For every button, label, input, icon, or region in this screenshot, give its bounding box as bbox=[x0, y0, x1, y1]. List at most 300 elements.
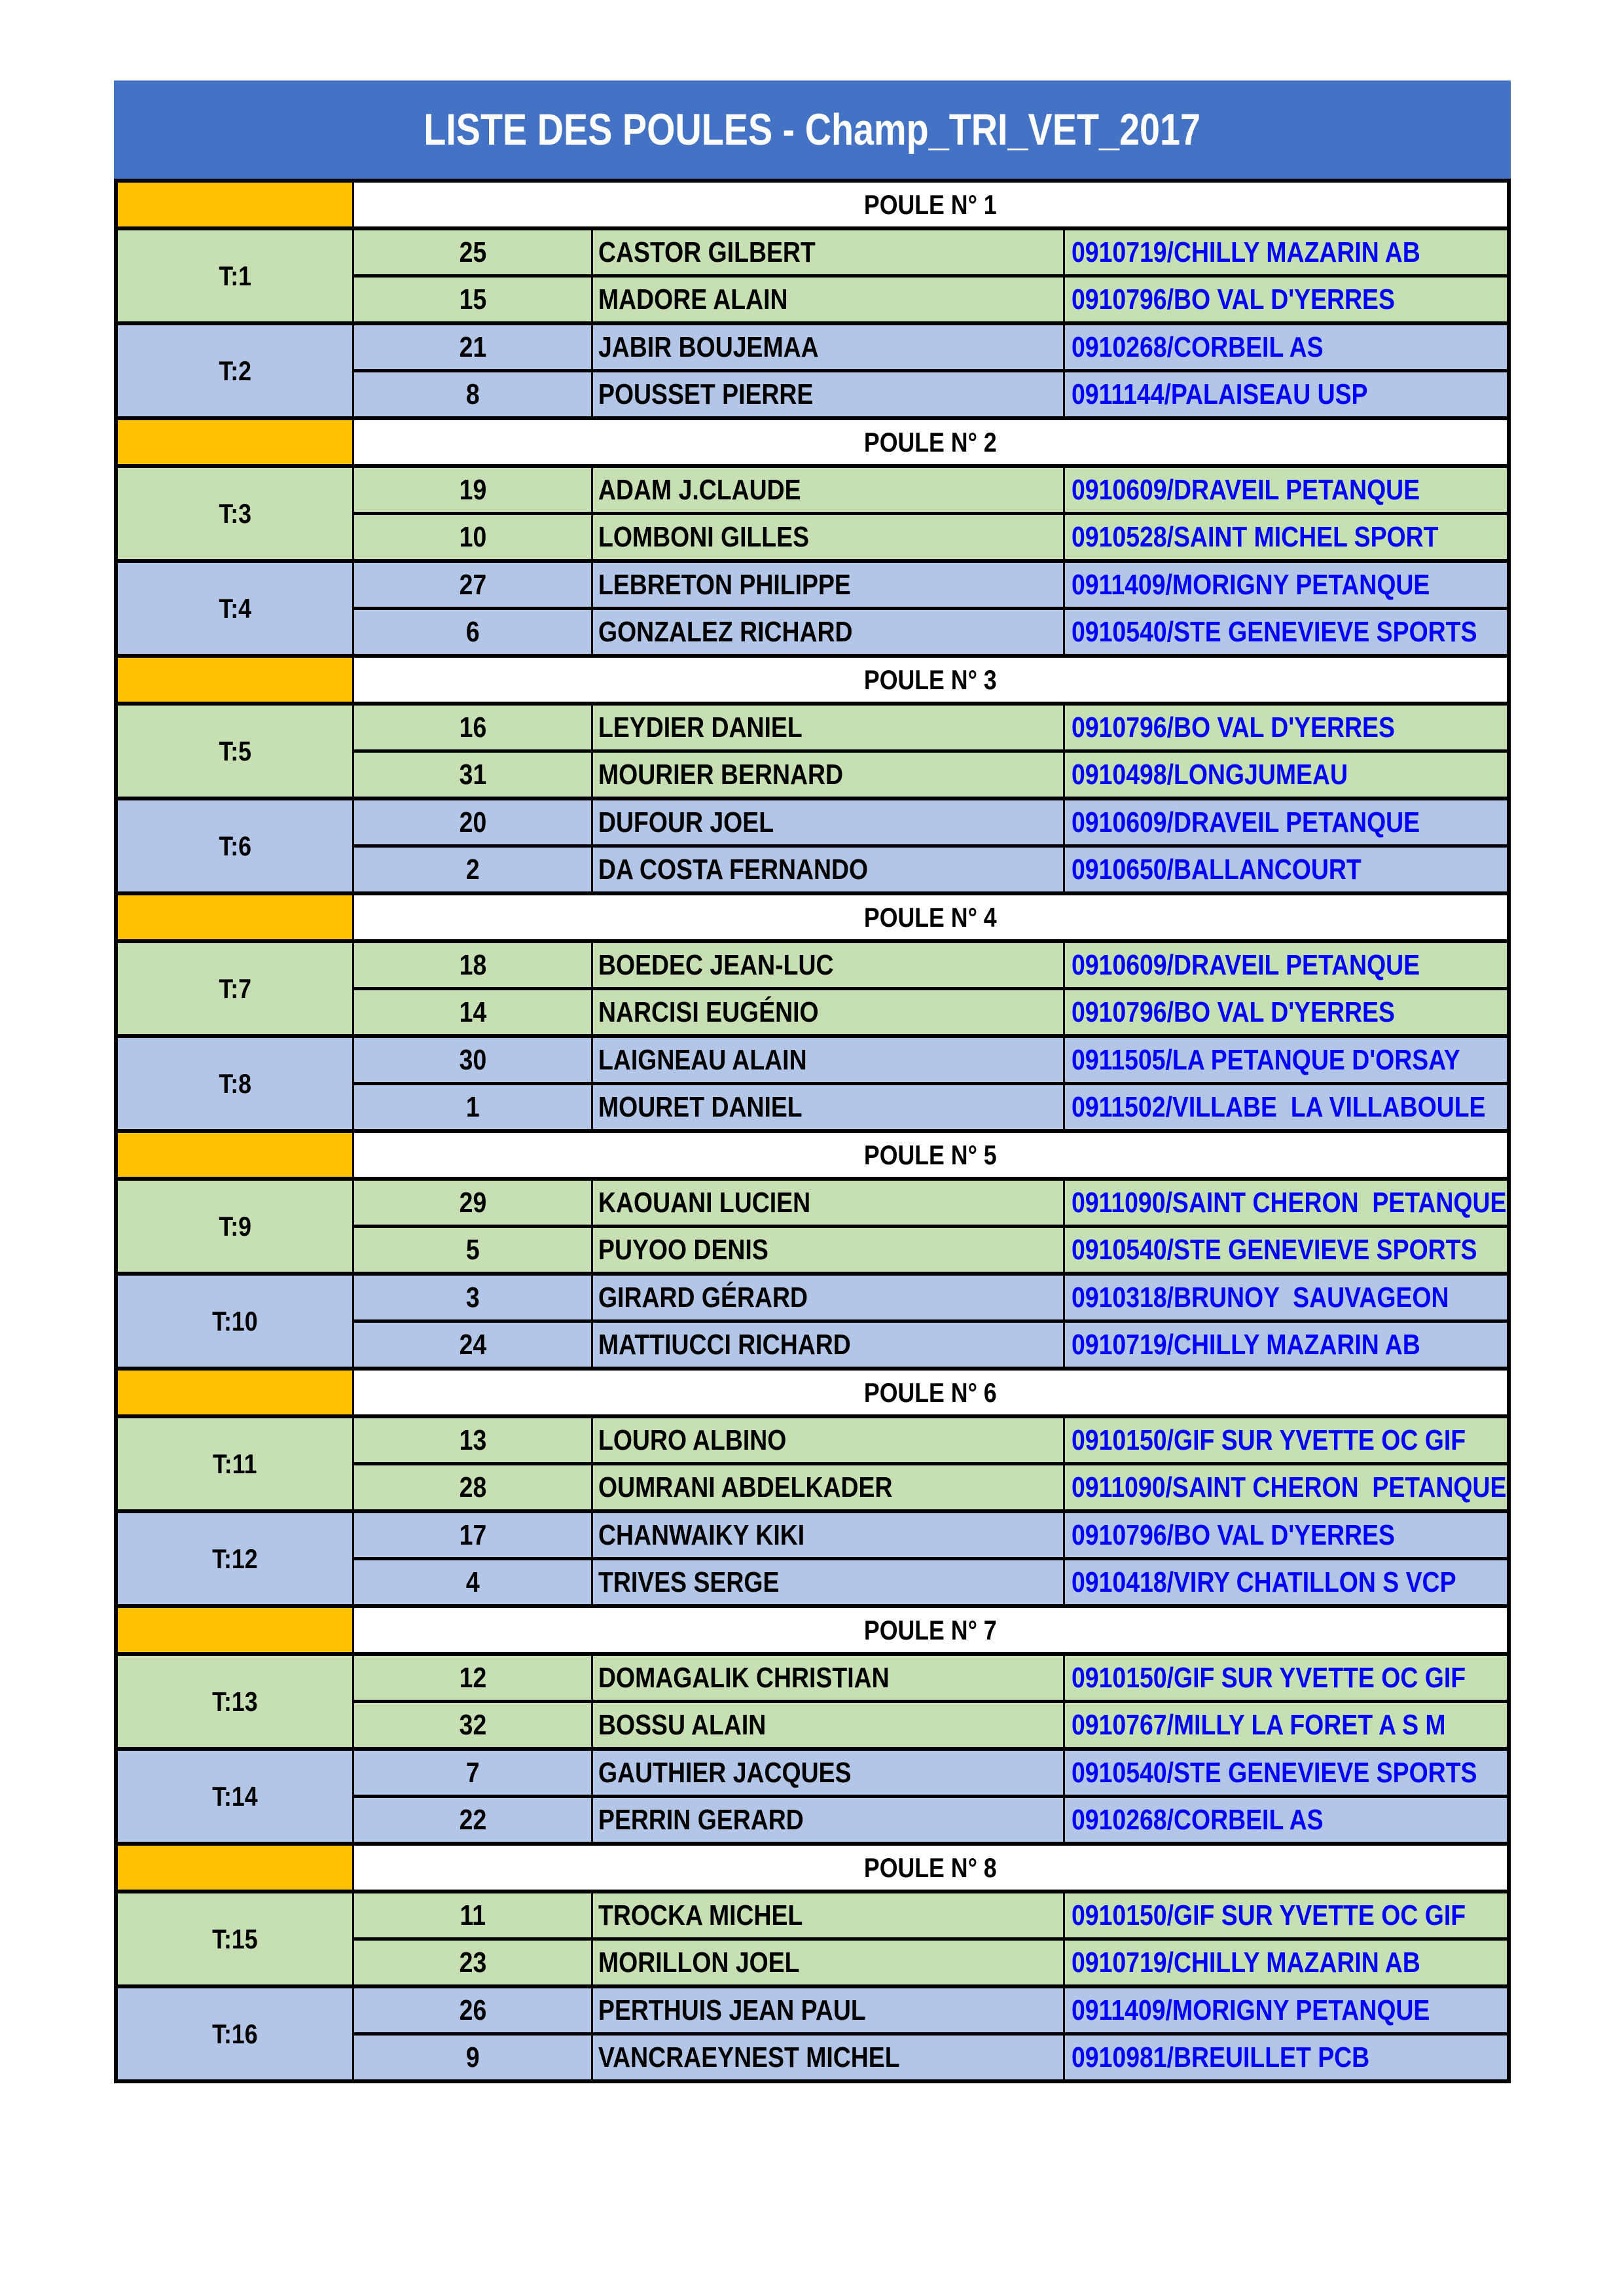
player-row bbox=[354, 1751, 1507, 1795]
player-number-cell bbox=[354, 325, 593, 369]
pool-8-title-cell bbox=[354, 1846, 1507, 1890]
player-club-cell bbox=[1065, 1988, 1507, 2032]
player-number-cell bbox=[354, 372, 593, 416]
player-name-cell bbox=[593, 1276, 1065, 1319]
player-club-cell bbox=[1065, 325, 1507, 369]
player-club: 0910796/BO VAL D'YERRES bbox=[1072, 1518, 1395, 1551]
player-number-cell bbox=[354, 1181, 593, 1225]
player-name-cell bbox=[593, 706, 1065, 749]
player-club: 0911090/SAINT CHERON PETANQUE bbox=[1072, 1186, 1507, 1219]
player-number-cell bbox=[354, 515, 593, 559]
player-number-cell bbox=[354, 230, 593, 274]
pool-1-title-cell bbox=[354, 183, 1507, 226]
team-t15-label-cell bbox=[118, 1893, 354, 1984]
pool-5-title: POULE N° 5 bbox=[864, 1139, 997, 1170]
player-number: 1 bbox=[465, 1090, 480, 1123]
pool-2-orange-cell bbox=[118, 420, 354, 464]
player-row bbox=[354, 1085, 1507, 1129]
player-name: GONZALEZ RICHARD bbox=[598, 615, 853, 648]
pool-4-section bbox=[118, 895, 1507, 1133]
team-t9-label: T:9 bbox=[219, 1210, 251, 1242]
player-row bbox=[354, 1560, 1507, 1604]
player-name: PERRIN GERARD bbox=[598, 1803, 804, 1836]
player-row bbox=[354, 943, 1507, 987]
player-club: 0910609/DRAVEIL PETANQUE bbox=[1072, 473, 1420, 506]
player-club-cell bbox=[1065, 990, 1507, 1034]
player-name: VANCRAEYNEST MICHEL bbox=[598, 2041, 900, 2073]
player-number: 20 bbox=[459, 806, 486, 838]
player-club-cell bbox=[1065, 610, 1507, 654]
player-club: 0910540/STE GENEVIEVE SPORTS bbox=[1072, 615, 1477, 648]
team-t2-players bbox=[354, 325, 1507, 416]
team-t8-label-cell bbox=[118, 1038, 354, 1129]
player-row bbox=[354, 1513, 1507, 1557]
team-t11-label-cell bbox=[118, 1418, 354, 1509]
player-name: BOEDEC JEAN-LUC bbox=[598, 948, 834, 981]
team-t1-label: T:1 bbox=[219, 260, 251, 291]
pool-6-title: POULE N° 6 bbox=[864, 1376, 997, 1408]
player-row bbox=[354, 1228, 1507, 1272]
player-number-cell bbox=[354, 1418, 593, 1462]
team-t12-label: T:12 bbox=[212, 1543, 258, 1574]
player-row bbox=[354, 706, 1507, 749]
player-row bbox=[354, 2036, 1507, 2079]
player-number-cell bbox=[354, 1276, 593, 1319]
pools-table bbox=[114, 179, 1511, 2083]
pool-3-title-cell bbox=[354, 658, 1507, 702]
player-row bbox=[354, 1276, 1507, 1319]
team-t14-players bbox=[354, 1751, 1507, 1842]
player-number: 2 bbox=[465, 853, 480, 886]
player-name: LEYDIER DANIEL bbox=[598, 711, 803, 744]
player-club: 0910981/BREUILLET PCB bbox=[1072, 2041, 1370, 2073]
player-name-cell bbox=[593, 848, 1065, 891]
player-number: 26 bbox=[459, 1994, 486, 2026]
player-row bbox=[354, 1798, 1507, 1842]
team-t12-players bbox=[354, 1513, 1507, 1604]
player-name-cell bbox=[593, 1085, 1065, 1129]
player-club-cell bbox=[1065, 1276, 1507, 1319]
player-club: 0910150/GIF SUR YVETTE OC GIF bbox=[1072, 1899, 1466, 1931]
player-number-cell bbox=[354, 1751, 593, 1795]
player-club: 0910796/BO VAL D'YERRES bbox=[1072, 996, 1395, 1028]
player-name: DUFOUR JOEL bbox=[598, 806, 774, 838]
player-number-cell bbox=[354, 1941, 593, 1984]
pool-6-header-row bbox=[118, 1371, 1507, 1418]
pool-6-orange-cell bbox=[118, 1371, 354, 1414]
pool-4-orange-cell bbox=[118, 895, 354, 939]
player-club-cell bbox=[1065, 1751, 1507, 1795]
player-club-cell bbox=[1065, 848, 1507, 891]
pool-7-section bbox=[118, 1608, 1507, 1846]
player-club: 0910498/LONGJUMEAU bbox=[1072, 758, 1348, 791]
player-row bbox=[354, 515, 1507, 559]
pool-5-section bbox=[118, 1133, 1507, 1371]
player-number-cell bbox=[354, 1988, 593, 2032]
player-row bbox=[354, 230, 1507, 274]
team-t7-label-cell bbox=[118, 943, 354, 1034]
team-t16-label: T:16 bbox=[212, 2018, 258, 2049]
player-number: 23 bbox=[459, 1946, 486, 1979]
team-t13-label: T:13 bbox=[212, 1685, 258, 1717]
pool-3-section bbox=[118, 658, 1507, 895]
player-name-cell bbox=[593, 372, 1065, 416]
pool-7-orange-cell bbox=[118, 1608, 354, 1652]
player-club-cell bbox=[1065, 2036, 1507, 2079]
player-club: 0910318/BRUNOY SAUVAGEON bbox=[1072, 1281, 1449, 1314]
player-number-cell bbox=[354, 800, 593, 844]
team-t6-block bbox=[118, 800, 1507, 895]
team-t13-players bbox=[354, 1656, 1507, 1747]
player-club: 0910418/VIRY CHATILLON S VCP bbox=[1072, 1566, 1456, 1598]
team-t10-label-cell bbox=[118, 1276, 354, 1367]
player-name-cell bbox=[593, 943, 1065, 987]
player-club-cell bbox=[1065, 278, 1507, 321]
team-t8-block bbox=[118, 1038, 1507, 1133]
player-name-cell bbox=[593, 2036, 1065, 2079]
player-name-cell bbox=[593, 753, 1065, 797]
player-row bbox=[354, 610, 1507, 654]
player-number-cell bbox=[354, 563, 593, 607]
player-name-cell bbox=[593, 1941, 1065, 1984]
team-t9-players bbox=[354, 1181, 1507, 1272]
player-name: KAOUANI LUCIEN bbox=[598, 1186, 811, 1219]
pool-3-title: POULE N° 3 bbox=[864, 664, 997, 695]
player-name: MORILLON JOEL bbox=[598, 1946, 800, 1979]
player-name-cell bbox=[593, 1323, 1065, 1367]
team-t6-players bbox=[354, 800, 1507, 891]
player-name: OUMRANI ABDELKADER bbox=[598, 1471, 893, 1503]
team-t7-label: T:7 bbox=[219, 973, 251, 1004]
team-t12-block bbox=[118, 1513, 1507, 1608]
player-number: 16 bbox=[459, 711, 486, 744]
team-t9-block bbox=[118, 1181, 1507, 1276]
player-number-cell bbox=[354, 990, 593, 1034]
player-name-cell bbox=[593, 1560, 1065, 1604]
player-club-cell bbox=[1065, 706, 1507, 749]
player-number: 4 bbox=[465, 1566, 480, 1598]
player-number-cell bbox=[354, 1656, 593, 1700]
player-name: LOMBONI GILLES bbox=[598, 520, 810, 553]
pool-6-section bbox=[118, 1371, 1507, 1608]
team-t1-players bbox=[354, 230, 1507, 321]
pool-2-section bbox=[118, 420, 1507, 658]
player-club-cell bbox=[1065, 230, 1507, 274]
player-number: 32 bbox=[459, 1708, 486, 1741]
player-name-cell bbox=[593, 1703, 1065, 1747]
pool-4-title: POULE N° 4 bbox=[864, 901, 997, 933]
player-club-cell bbox=[1065, 1465, 1507, 1509]
player-number: 12 bbox=[459, 1661, 486, 1694]
player-number-cell bbox=[354, 848, 593, 891]
pool-5-title-cell bbox=[354, 1133, 1507, 1177]
player-number-cell bbox=[354, 706, 593, 749]
team-t16-players bbox=[354, 1988, 1507, 2079]
player-name: GAUTHIER JACQUES bbox=[598, 1756, 852, 1789]
player-name-cell bbox=[593, 990, 1065, 1034]
player-number-cell bbox=[354, 1893, 593, 1937]
player-number: 14 bbox=[459, 996, 486, 1028]
player-name-cell bbox=[593, 1228, 1065, 1272]
player-row bbox=[354, 1181, 1507, 1225]
team-t3-label-cell bbox=[118, 468, 354, 559]
player-club: 0910150/GIF SUR YVETTE OC GIF bbox=[1072, 1424, 1466, 1456]
player-club: 0911409/MORIGNY PETANQUE bbox=[1072, 1994, 1430, 2026]
player-name: PERTHUIS JEAN PAUL bbox=[598, 1994, 866, 2026]
pool-5-orange-cell bbox=[118, 1133, 354, 1177]
player-name: CASTOR GILBERT bbox=[598, 236, 816, 268]
player-name: DOMAGALIK CHRISTIAN bbox=[598, 1661, 890, 1694]
player-club-cell bbox=[1065, 468, 1507, 512]
player-row bbox=[354, 468, 1507, 512]
player-name: MOURIER BERNARD bbox=[598, 758, 843, 791]
player-club-cell bbox=[1065, 563, 1507, 607]
player-name: LAIGNEAU ALAIN bbox=[598, 1043, 807, 1076]
player-number-cell bbox=[354, 1323, 593, 1367]
player-name: DA COSTA FERNANDO bbox=[598, 853, 869, 886]
player-name-cell bbox=[593, 1513, 1065, 1557]
player-name-cell bbox=[593, 1181, 1065, 1225]
pool-7-header-row bbox=[118, 1608, 1507, 1656]
player-name-cell bbox=[593, 468, 1065, 512]
player-row bbox=[354, 1703, 1507, 1747]
team-t5-block bbox=[118, 706, 1507, 800]
team-t2-block bbox=[118, 325, 1507, 420]
player-number: 15 bbox=[459, 283, 486, 315]
team-t7-players bbox=[354, 943, 1507, 1034]
player-name: PUYOO DENIS bbox=[598, 1233, 768, 1266]
player-number: 25 bbox=[459, 236, 486, 268]
team-t8-label: T:8 bbox=[219, 1067, 251, 1099]
player-name-cell bbox=[593, 1038, 1065, 1082]
team-t10-players bbox=[354, 1276, 1507, 1367]
team-t4-players bbox=[354, 563, 1507, 654]
player-name-cell bbox=[593, 610, 1065, 654]
player-row bbox=[354, 1465, 1507, 1509]
player-name: JABIR BOUJEMAA bbox=[598, 331, 819, 363]
player-row bbox=[354, 325, 1507, 369]
player-row bbox=[354, 1656, 1507, 1700]
player-name-cell bbox=[593, 515, 1065, 559]
player-name-cell bbox=[593, 563, 1065, 607]
player-number-cell bbox=[354, 1038, 593, 1082]
player-row bbox=[354, 800, 1507, 844]
page-title: LISTE DES POULES - Champ_TRI_VET_2017 bbox=[424, 105, 1201, 154]
team-t11-label: T:11 bbox=[213, 1448, 257, 1479]
player-club-cell bbox=[1065, 1656, 1507, 1700]
player-name-cell bbox=[593, 1418, 1065, 1462]
player-row bbox=[354, 1893, 1507, 1937]
player-club-cell bbox=[1065, 1038, 1507, 1082]
team-t11-players bbox=[354, 1418, 1507, 1509]
player-name: NARCISI EUGÉNIO bbox=[598, 996, 819, 1028]
player-number: 28 bbox=[459, 1471, 486, 1503]
player-club: 0910719/CHILLY MAZARIN AB bbox=[1072, 1946, 1420, 1979]
player-name: POUSSET PIERRE bbox=[598, 378, 814, 410]
player-club-cell bbox=[1065, 372, 1507, 416]
player-name: TRIVES SERGE bbox=[598, 1566, 780, 1598]
pool-7-title: POULE N° 7 bbox=[864, 1614, 997, 1645]
player-number-cell bbox=[354, 1560, 593, 1604]
team-t16-label-cell bbox=[118, 1988, 354, 2079]
player-number: 30 bbox=[459, 1043, 486, 1076]
player-club-cell bbox=[1065, 1703, 1507, 1747]
player-row bbox=[354, 1988, 1507, 2032]
player-club-cell bbox=[1065, 1228, 1507, 1272]
player-row bbox=[354, 1323, 1507, 1367]
team-t1-block bbox=[118, 230, 1507, 325]
player-number: 8 bbox=[465, 378, 480, 410]
player-name: TROCKA MICHEL bbox=[598, 1899, 803, 1931]
player-club: 0910796/BO VAL D'YERRES bbox=[1072, 711, 1395, 744]
player-club: 0910650/BALLANCOURT bbox=[1072, 853, 1362, 886]
player-number: 21 bbox=[459, 331, 486, 363]
player-club: 0910268/CORBEIL AS bbox=[1072, 331, 1324, 363]
player-name-cell bbox=[593, 1465, 1065, 1509]
player-number: 27 bbox=[459, 568, 486, 601]
player-number: 13 bbox=[459, 1424, 486, 1456]
player-number-cell bbox=[354, 2036, 593, 2079]
pool-8-orange-cell bbox=[118, 1846, 354, 1890]
pool-1-header-row bbox=[118, 183, 1507, 230]
player-club-cell bbox=[1065, 1181, 1507, 1225]
player-club: 0910268/CORBEIL AS bbox=[1072, 1803, 1324, 1836]
player-row bbox=[354, 278, 1507, 321]
player-name-cell bbox=[593, 325, 1065, 369]
player-club-cell bbox=[1065, 1941, 1507, 1984]
team-t3-players bbox=[354, 468, 1507, 559]
pool-2-header-row bbox=[118, 420, 1507, 468]
player-name: MADORE ALAIN bbox=[598, 283, 788, 315]
player-club-cell bbox=[1065, 1560, 1507, 1604]
team-t15-label: T:15 bbox=[212, 1923, 258, 1954]
player-club: 0910719/CHILLY MAZARIN AB bbox=[1072, 1328, 1420, 1361]
player-name-cell bbox=[593, 1893, 1065, 1937]
player-number: 19 bbox=[459, 473, 486, 506]
player-club-cell bbox=[1065, 753, 1507, 797]
player-club: 0910150/GIF SUR YVETTE OC GIF bbox=[1072, 1661, 1466, 1694]
player-number: 24 bbox=[459, 1328, 486, 1361]
player-name-cell bbox=[593, 1751, 1065, 1795]
player-club-cell bbox=[1065, 1893, 1507, 1937]
player-number: 7 bbox=[465, 1756, 480, 1789]
player-club-cell bbox=[1065, 1323, 1507, 1367]
team-t6-label-cell bbox=[118, 800, 354, 891]
player-number-cell bbox=[354, 1703, 593, 1747]
player-row bbox=[354, 563, 1507, 607]
team-t5-players bbox=[354, 706, 1507, 797]
pool-3-orange-cell bbox=[118, 658, 354, 702]
player-number: 5 bbox=[465, 1233, 480, 1266]
team-t1-label-cell bbox=[118, 230, 354, 321]
team-t4-block bbox=[118, 563, 1507, 658]
player-name-cell bbox=[593, 1798, 1065, 1842]
team-t9-label-cell bbox=[118, 1181, 354, 1272]
player-row bbox=[354, 1418, 1507, 1462]
player-number: 22 bbox=[459, 1803, 486, 1836]
player-name-cell bbox=[593, 278, 1065, 321]
player-club-cell bbox=[1065, 515, 1507, 559]
team-t12-label-cell bbox=[118, 1513, 354, 1604]
player-club-cell bbox=[1065, 1798, 1507, 1842]
player-name-cell bbox=[593, 1656, 1065, 1700]
team-t4-label: T:4 bbox=[219, 592, 251, 624]
player-row bbox=[354, 753, 1507, 797]
team-t3-label: T:3 bbox=[219, 497, 251, 529]
team-t7-block bbox=[118, 943, 1507, 1038]
player-row bbox=[354, 990, 1507, 1034]
player-club: 0910796/BO VAL D'YERRES bbox=[1072, 283, 1395, 315]
player-number: 29 bbox=[459, 1186, 486, 1219]
player-name-cell bbox=[593, 1988, 1065, 2032]
pool-2-title-cell bbox=[354, 420, 1507, 464]
player-club-cell bbox=[1065, 1513, 1507, 1557]
player-club: 0910719/CHILLY MAZARIN AB bbox=[1072, 236, 1420, 268]
team-t15-players bbox=[354, 1893, 1507, 1984]
team-t14-label-cell bbox=[118, 1751, 354, 1842]
player-club: 0910540/STE GENEVIEVE SPORTS bbox=[1072, 1233, 1477, 1266]
player-number-cell bbox=[354, 278, 593, 321]
player-row bbox=[354, 1038, 1507, 1082]
pool-8-title: POULE N° 8 bbox=[864, 1852, 997, 1883]
player-club-cell bbox=[1065, 800, 1507, 844]
player-name: ADAM J.CLAUDE bbox=[598, 473, 801, 506]
team-t11-block bbox=[118, 1418, 1507, 1513]
pool-4-header-row bbox=[118, 895, 1507, 943]
team-t10-label: T:10 bbox=[212, 1305, 258, 1336]
player-number: 10 bbox=[459, 520, 486, 553]
pool-1-section bbox=[118, 183, 1507, 420]
player-name-cell bbox=[593, 800, 1065, 844]
pool-8-header-row bbox=[118, 1846, 1507, 1893]
player-club: 0911505/LA PETANQUE D'ORSAY bbox=[1072, 1043, 1460, 1076]
player-number-cell bbox=[354, 1798, 593, 1842]
player-club-cell bbox=[1065, 1085, 1507, 1129]
player-club: 0910609/DRAVEIL PETANQUE bbox=[1072, 806, 1420, 838]
team-t5-label-cell bbox=[118, 706, 354, 797]
pool-list-sheet bbox=[114, 81, 1511, 2083]
team-t2-label: T:2 bbox=[219, 355, 251, 386]
player-number: 6 bbox=[465, 615, 480, 648]
player-number-cell bbox=[354, 1513, 593, 1557]
player-number: 9 bbox=[465, 2041, 480, 2073]
player-number: 11 bbox=[460, 1899, 486, 1931]
team-t6-label: T:6 bbox=[219, 830, 251, 861]
player-number-cell bbox=[354, 1085, 593, 1129]
team-t13-label-cell bbox=[118, 1656, 354, 1747]
pool-3-header-row bbox=[118, 658, 1507, 706]
player-name: LEBRETON PHILIPPE bbox=[598, 568, 851, 601]
team-t13-block bbox=[118, 1656, 1507, 1751]
player-name: MATTIUCCI RICHARD bbox=[598, 1328, 851, 1361]
pool-7-title-cell bbox=[354, 1608, 1507, 1652]
player-name: GIRARD GÉRARD bbox=[598, 1281, 808, 1314]
player-club: 0910609/DRAVEIL PETANQUE bbox=[1072, 948, 1420, 981]
player-club: 0910528/SAINT MICHEL SPORT bbox=[1072, 520, 1439, 553]
pool-8-section bbox=[118, 1846, 1507, 2079]
team-t10-block bbox=[118, 1276, 1507, 1371]
player-club: 0910767/MILLY LA FORET A S M bbox=[1072, 1708, 1446, 1741]
team-t5-label: T:5 bbox=[219, 735, 251, 766]
player-club-cell bbox=[1065, 943, 1507, 987]
player-number-cell bbox=[354, 610, 593, 654]
player-row bbox=[354, 848, 1507, 891]
player-number: 3 bbox=[465, 1281, 480, 1314]
player-number-cell bbox=[354, 943, 593, 987]
pool-6-title-cell bbox=[354, 1371, 1507, 1414]
team-t3-block bbox=[118, 468, 1507, 563]
player-club: 0911409/MORIGNY PETANQUE bbox=[1072, 568, 1430, 601]
